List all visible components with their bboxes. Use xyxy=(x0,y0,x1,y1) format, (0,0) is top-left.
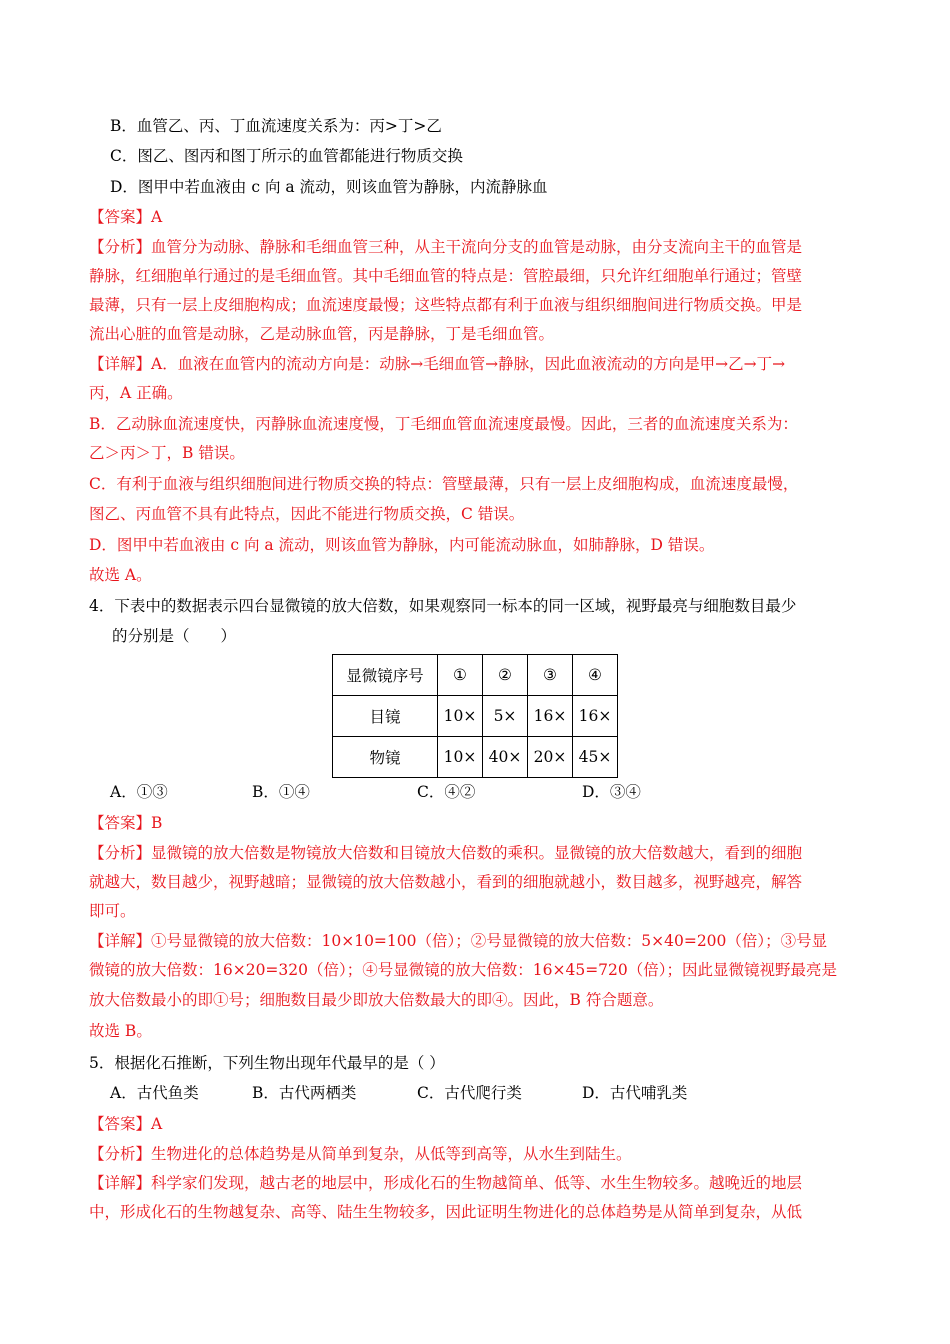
q4-conclusion: 故选 B。 xyxy=(89,1022,152,1040)
table-cell: 20× xyxy=(528,737,573,778)
q3-detail-line: C．有利于血液与组织细胞间进行物质交换的特点：管壁最薄，只有一层上皮细胞构成，血流速度最慢， xyxy=(89,475,799,493)
q3-option-d: D．图甲中若血液由 c 向 a 流动，则该血管为静脉，内流静脉血 xyxy=(110,178,548,196)
table-cell: 16× xyxy=(528,696,573,737)
q5-option-a: A．古代鱼类 xyxy=(110,1084,199,1102)
q3-detail-line: 图乙、丙血管不具有此特点，因此不能进行物质交换，C 错误。 xyxy=(89,505,525,523)
table-cell: 目镜 xyxy=(333,696,438,737)
q5-stem: 5．根据化石推断，下列生物出现年代最早的是（ ） xyxy=(89,1054,445,1072)
q5-detail-line: 【详解】科学家们发现，越古老的地层中，形成化石的生物越简单、低等、水生生物较多。越晚近的地层 xyxy=(89,1174,803,1192)
q4-detail-line: 【详解】①号显微镜的放大倍数：10×10=100（倍）；②号显微镜的放大倍数：5×40=200（倍）；③号显 xyxy=(89,932,828,950)
q3-detail-line: 乙＞丙＞丁，B 错误。 xyxy=(89,444,245,462)
q4-option-c: C．④② xyxy=(417,783,476,801)
q4-detail-line: 放大倍数最小的即①号；细胞数目最少即放大倍数最大的即④。因此，B 符合题意。 xyxy=(89,991,664,1009)
q4-detail-line: 微镜的放大倍数：16×20=320（倍）；④号显微镜的放大倍数：16×45=720（倍）；因此显微镜视野最亮是 xyxy=(89,961,838,979)
table-cell: ② xyxy=(483,655,528,696)
table-cell: ③ xyxy=(528,655,573,696)
q4-analysis-line: 【分析】显微镜的放大倍数是物镜放大倍数和目镜放大倍数的乘积。显微镜的放大倍数越大，看到的细胞 xyxy=(89,844,803,862)
q4-stem: 4．下表中的数据表示四台显微镜的放大倍数，如果观察同一标本的同一区域，视野最亮与细胞数目最少 xyxy=(89,597,797,615)
q5-analysis: 【分析】生物进化的总体趋势是从简单到复杂，从低等到高等，从水生到陆生。 xyxy=(89,1145,632,1163)
q3-answer: 【答案】A xyxy=(89,208,163,226)
q3-analysis-line: 最薄，只有一层上皮细胞构成；血流速度最慢；这些特点都有利于血液与组织细胞间进行物质交换。甲是 xyxy=(89,296,803,314)
table-cell: 5× xyxy=(483,696,528,737)
q3-analysis-line: 流出心脏的血管是动脉，乙是动脉血管，丙是静脉，丁是毛细血管。 xyxy=(89,325,555,343)
q3-detail-line: D．图甲中若血液由 c 向 a 流动，则该血管为静脉，内可能流动脉血，如肺静脉，D 错误。 xyxy=(89,536,715,554)
q4-option-d: D．③④ xyxy=(582,783,641,801)
q3-option-b: B．血管乙、丙、丁血流速度关系为：丙>丁>乙 xyxy=(110,117,442,135)
q5-option-c: C．古代爬行类 xyxy=(417,1084,522,1102)
table-cell: 40× xyxy=(483,737,528,778)
q4-analysis-line: 就越大，数目越少，视野越暗；显微镜的放大倍数越小，看到的细胞就越小，数目越多，视野越亮，解答 xyxy=(89,873,803,891)
table-cell: ① xyxy=(438,655,483,696)
q4-stem-cont: 的分别是（ ） xyxy=(112,627,237,645)
q3-analysis-line: 静脉，红细胞单行通过的是毛细血管。其中毛细血管的特点是：管腔最细，只允许红细胞单行通过；管壁 xyxy=(89,267,803,285)
table-cell: 物镜 xyxy=(333,737,438,778)
q4-option-a: A．①③ xyxy=(110,783,168,801)
table-row xyxy=(333,696,618,737)
microscope-table xyxy=(332,654,618,778)
q5-answer: 【答案】A xyxy=(89,1115,163,1133)
q4-answer: 【答案】B xyxy=(89,814,163,832)
q3-option-c: C．图乙、图丙和图丁所示的血管都能进行物质交换 xyxy=(110,147,463,165)
table-cell: 显微镜序号 xyxy=(333,655,438,696)
table-row xyxy=(333,737,618,778)
q5-option-b: B．古代两栖类 xyxy=(252,1084,357,1102)
q5-option-d: D．古代哺乳类 xyxy=(582,1084,688,1102)
table-cell: 45× xyxy=(573,737,618,778)
q3-analysis-line: 【分析】血管分为动脉、静脉和毛细血管三种，从主干流向分支的血管是动脉，由分支流向主干的血管是 xyxy=(89,238,803,256)
q4-option-b: B．①④ xyxy=(252,783,310,801)
table-cell: ④ xyxy=(573,655,618,696)
q4-analysis-line: 即可。 xyxy=(89,902,136,920)
q5-detail-line: 中，形成化石的生物越复杂、高等、陆生生物较多，因此证明生物进化的总体趋势是从简单到复杂，从低 xyxy=(89,1203,803,1221)
table-cell: 10× xyxy=(438,737,483,778)
q3-detail-line: 丙，A 正确。 xyxy=(89,384,183,402)
q3-detail-line: 【详解】A．血液在血管内的流动方向是：动脉→毛细血管→静脉，因此血液流动的方向是甲→乙→丁→ xyxy=(89,355,786,373)
table-header-row xyxy=(333,655,618,696)
table-cell: 10× xyxy=(438,696,483,737)
q3-detail-line: B．乙动脉血流速度快，丙静脉血流速度慢，丁毛细血管血流速度最慢。因此，三者的血流速度关系为： xyxy=(89,415,798,433)
q3-conclusion: 故选 A。 xyxy=(89,566,152,584)
table-cell: 16× xyxy=(573,696,618,737)
